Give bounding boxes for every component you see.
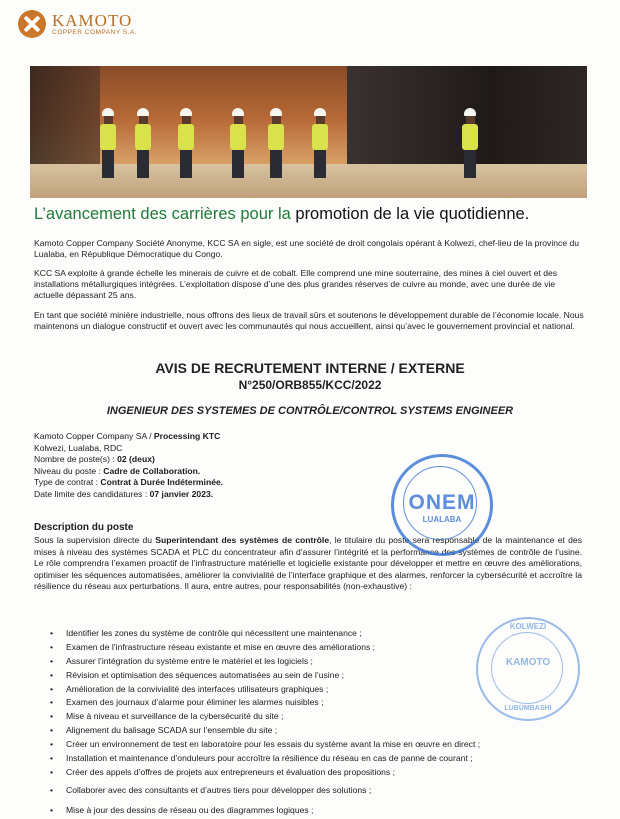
posts-line: Nombre de poste(s) : 02 (deux) [34,454,155,465]
list-item: • Créer un environnement de test en laboratoire pour les essais du système avant la mise en œuvre en direct ; [50,739,480,753]
list-item: • Créer des appels d’offres de projets aux entrepreneurs et évaluation des propositions ; [50,767,480,785]
list-item: • Identifier les zones du système de contrôle qui nécessitent une maintenance ; [50,628,480,642]
list-item: • Installation et maintenance d’onduleurs pour accroître la résilience du réseau en cas de panne de courant ; [50,753,480,767]
position-title: INGENIEUR DES SYSTEMES DE CONTRÔLE/CONTROL SYSTEMS ENGINEER [106,405,514,417]
deadline-line: Date limite des candidatures : 07 janvier 2023. [34,488,214,499]
list-item: • Alignement du balisage SCADA sur l’ensemble du site ; [50,725,480,739]
description-heading: Description du poste [34,522,134,533]
kolwezi-stamp: KOLWEZI KAMOTO LUBUMBASHI [476,617,580,721]
list-item: • Collaborer avec des consultants et d’autres tiers pour développer des solutions ; [50,785,480,805]
list-item: • Mise à niveau et surveillance de la cybersécurité du site ; [50,711,480,725]
job-meta [34,431,223,501]
intro-paragraph: KCC SA exploite à grande échelle les minerais de cuivre et de cobalt. Elle comprend une mine souterraine, des mines à ciel ouvert et des installations métallurgiques intégrées. L’exploitation dispose d’une des plus grandes réserves de cuivre au monde, avec une durée de vie actuelle dépassant 25 ans. [34,268,558,300]
contract-line: Type de contrat : Contrat à Durée Indéterminée. [34,477,224,488]
responsibilities-list [50,628,480,819]
worker-figure [312,108,328,178]
worker-figure [462,108,478,178]
worker-figure [230,108,246,178]
worker-figure [135,108,151,178]
header-photo [30,66,587,198]
list-item: • Examen de l’infrastructure réseau existante et mise en œuvre des améliorations ; [50,642,480,656]
location-line: Kolwezi, Lualaba, RDC [34,442,123,453]
list-item: • Examen des journaux d’alarme pour éliminer les alarmes nuisibles ; [50,697,480,711]
company-logo [18,10,137,38]
worker-figure [178,108,194,178]
intro-paragraph: Kamoto Copper Company Société Anonyme, KCC SA en sigle, est une société de droit congolais opérant à Kolwezi, chef-lieu de la province du Lualaba, en République Démocratique du Congo. [34,238,580,259]
onem-stamp: ONEM LUALABA [391,454,493,556]
company-line: Kamoto Copper Company SA / Processing KTC [34,431,221,441]
pickaxe-logo-icon [18,10,46,38]
list-item: • Assurer l’intégration du système entre le matériel et les logiciels ; [50,656,480,670]
list-item: • Mise à jour des dessins de réseau ou des diagrammes logiques ; [50,805,480,819]
notice-reference: N°250/ORB855/KCC/2022 [238,378,382,392]
description-text: Sous la supervision directe du Superintendant des systèmes de contrôle, le titulaire du poste sera responsable de la maintenance et des mises à niveau des systèmes SCADA et PLC du concentrateur afin d’assurer l’intégrité et la performance des systèmes de contrôle de l’usine. Le rôle comprendra l’examen proactif de l’infrastructure matérielle et logicielle existante pour développer et mettre en œuvre des améliorations, optimiser les séquences automatisées, améliorer la convivialité de l’interface graphique et des alarmes, renforcer la cybersécurité et accroître la résilience du réseau aux perturbations. Il aura, entre autres, pour responsabilités (non-exhaustive) : [34,535,582,592]
notice-title: AVIS DE RECRUTEMENT INTERNE / EXTERNE [155,360,465,376]
logo-subtitle: COPPER COMPANY S.A. [52,29,138,36]
logo-name: KAMOTO [52,11,133,30]
worker-figure [268,108,284,178]
list-item: • Révision et optimisation des séquences automatisées au sein de l’usine ; [50,670,480,684]
intro-paragraph: En tant que société minière industrielle, nous offrons des lieux de travail sûrs et soutenons le développement durable de l’économie locale. Nous maintenons un dialogue constructif et ouvert avec les communautés qui nous accueillent, ainsi qu’avec le gouvernement provincial et national. [34,310,584,331]
level-line: Niveau du poste : Cadre de Collaboration. [34,465,201,476]
list-item: • Amélioration de la convivialité des interfaces utilisateurs graphiques ; [50,684,480,698]
worker-figure [100,108,116,178]
tagline: L’avancement des carrières pour la promotion de la vie quotidienne. [34,205,530,223]
